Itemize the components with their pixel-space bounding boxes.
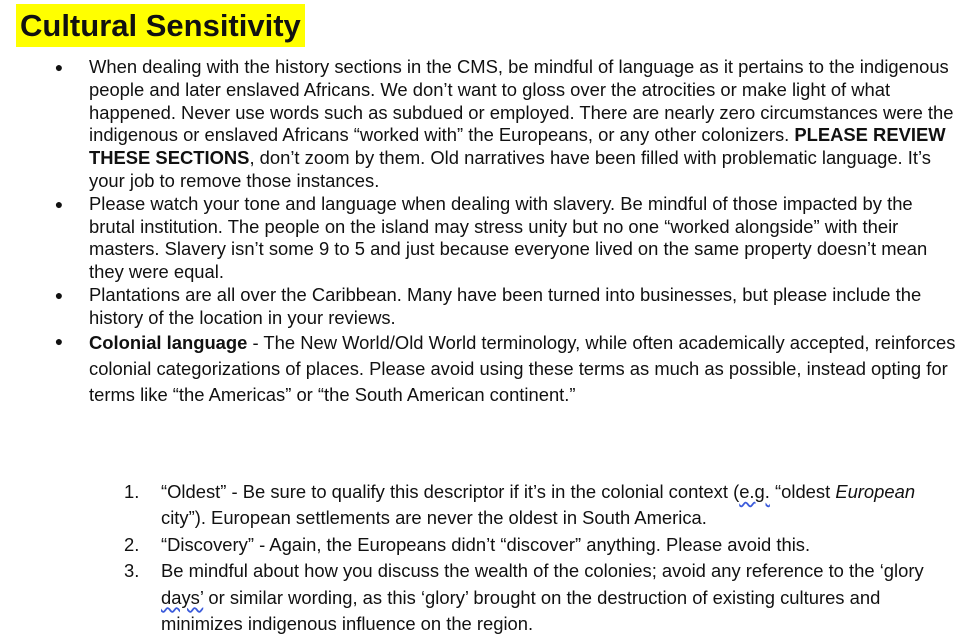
bullet-list (0, 56, 973, 409)
italic-text: European (835, 481, 916, 502)
bullet-icon: ● (54, 332, 64, 349)
numbered-item (0, 558, 973, 637)
text-segment: city”). European settlements are never the oldest in South America. (161, 507, 707, 529)
bullet-icon: ● (54, 59, 64, 75)
text-segment: - The New World/Old World terminology, while often academically accepted, reinforces colonial categorizations of places. Please avoid using these terms as much as possible, instead opting for terms like “the Americas” or “the South American continent.” (89, 331, 956, 406)
list-item (0, 284, 973, 330)
item-number: 1. (124, 481, 140, 502)
numbered-list (0, 479, 973, 637)
bullet-icon: ● (54, 195, 64, 212)
text-segment: “Oldest” - Be sure to qualify this descriptor if it’s in the colonial context ( (161, 481, 740, 502)
spellcheck-underline[interactable]: e.g. (739, 481, 770, 502)
text-segment: “oldest (769, 481, 836, 502)
bold-text: Colonial language (89, 331, 248, 353)
text-segment: or similar wording, as this ‘glory’ brought on the destruction of existing cultures and minimizes indigenous influence on the region. (161, 586, 881, 635)
text-segment: , don’t zoom by them. Old narratives have been filled with problematic language. It’s your job to remove those instances. (89, 147, 931, 191)
list-item (0, 330, 973, 409)
text-segment: When dealing with the history sections in the CMS, be mindful of language as it pertains to the indigenous people and later enslaved Africans. We don’t want to gloss over the atrocities or make light of what happened. Never use words such as subdued or employed. There are nearly zero circumstances were the indigenous or enslaved Africans “worked with” the Europeans, or any other colonizers. (89, 56, 954, 146)
section-heading: Cultural Sensitivity (16, 4, 305, 47)
text-segment: Be mindful about how you discuss the wealth of the colonies; avoid any reference to the ‘glory (161, 560, 924, 582)
bullet-text: Plantations are all over the Caribbean. Many have been turned into businesses, but please include the history of the location in your reviews. (89, 283, 922, 328)
numbered-item (0, 532, 973, 558)
item-number: 3. (124, 560, 140, 582)
spellcheck-underline[interactable]: days’ (161, 586, 204, 608)
item-text: “Discovery” - Again, the Europeans didn’t “discover” anything. Please avoid this. (161, 533, 811, 555)
list-item (0, 193, 973, 284)
list-item (0, 56, 973, 193)
item-text (161, 558, 951, 637)
bullet-text (89, 330, 961, 409)
bold-text: PLEASE REVIEW THESE SECTIONS (89, 124, 946, 169)
numbered-item (0, 479, 973, 532)
item-text (161, 479, 951, 532)
bullet-text: Please watch your tone and language when dealing with slavery. Be mindful of those impacted by the brutal institution. The people on the island may stress unity but no one “worked alongside” with their masters. Slavery isn’t some 9 to 5 and just because everyone lived on the same property doesn’t mean they were equal. (89, 192, 928, 283)
bullet-icon: ● (54, 286, 64, 303)
bullet-text (89, 56, 961, 193)
item-number: 2. (124, 533, 140, 555)
